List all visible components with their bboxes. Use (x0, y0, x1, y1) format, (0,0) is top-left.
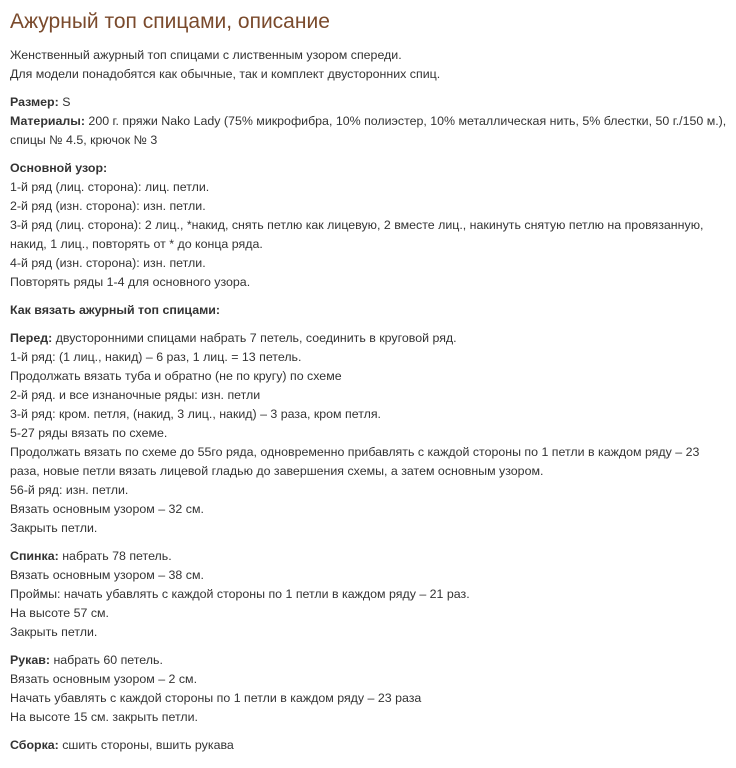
back-line: Вязать основным узором – 38 см. (10, 568, 204, 582)
front-line: 2-й ряд. и все изнаночные ряды: изн. петли (10, 388, 261, 402)
back-first-text: набрать 78 петель. (58, 549, 172, 563)
assembly-row (10, 736, 728, 755)
how-to-section (10, 301, 728, 320)
assembly-value: сшить стороны, вшить рукава (58, 738, 234, 752)
main-pattern-section (10, 159, 728, 292)
front-line: 56-й ряд: изн. петли. (10, 483, 129, 497)
size-label: Размер: (10, 95, 59, 109)
sleeve-line: На высоте 15 см. закрыть петли. (10, 710, 198, 724)
main-pattern-heading (10, 159, 728, 178)
pattern-line: 4-й ряд (изн. сторона): изн. петли. (10, 256, 206, 270)
front-line: Вязать основным узором – 32 см. (10, 502, 204, 516)
sleeve-first-text: набрать 60 петель. (50, 653, 163, 667)
back-first-row (10, 547, 728, 566)
assembly-label: Сборка: (10, 738, 59, 752)
front-line: Продолжать вязать по схеме до 55го ряда, одновременно прибавлять с каждой стороны по 1 петли в каждом ряду – 23 раза, новые петли вязать лицевой гладью до завершения схемы, а затем основным узором. (10, 445, 700, 478)
front-line: 3-й ряд: кром. петля, (накид, 3 лиц., накид) – 3 раза, кром петля. (10, 407, 381, 421)
back-line: Закрыть петли. (10, 625, 98, 639)
size-value: S (58, 95, 71, 109)
front-line: Закрыть петли. (10, 521, 98, 535)
back-line: На высоте 57 см. (10, 606, 109, 620)
assembly-section (10, 736, 728, 755)
sleeve-section (10, 651, 728, 727)
materials-value: 200 г. пряжи Nako Lady (75% микрофибра, 10% полиэстер, 10% металлическая нить, 5% блестки, 50 г./150 м.), спицы № 4.5, крючок № 3 (10, 114, 727, 147)
front-section (10, 329, 728, 538)
materials-label: Материалы: (10, 114, 85, 128)
front-line: Продолжать вязать туба и обратно (не по кругу) по схеме (10, 369, 342, 383)
sleeve-first-row (10, 651, 728, 670)
main-pattern-label: Основной узор: (10, 161, 108, 175)
front-label: Перед: (10, 331, 53, 345)
back-section (10, 547, 728, 642)
page-title: Ажурный топ спицами, описание (10, 10, 330, 33)
front-first-text: двусторонними спицами набрать 7 петель, соединить в круговой ряд. (52, 331, 457, 345)
back-label: Спинка: (10, 549, 59, 563)
intro-line: Женственный ажурный топ спицами с лиственным узором спереди. (10, 48, 402, 62)
sleeve-line: Вязать основным узором – 2 см. (10, 672, 198, 686)
back-line: Проймы: начать убавлять с каждой стороны по 1 петли в каждом ряду – 21 раз. (10, 587, 470, 601)
size-row (10, 93, 728, 112)
sleeve-label: Рукав: (10, 653, 50, 667)
materials-row (10, 112, 728, 150)
pattern-line: 3-й ряд (лиц. сторона): 2 лиц., *накид, снять петлю как лицевую, 2 вместе лиц., накинуть снятую петлю на провязанную, накид, 1 лиц., повторять от * до конца ряда. (10, 218, 704, 251)
how-to-label: Как вязать ажурный топ спицами: (10, 303, 221, 317)
intro-line: Для модели понадобятся как обычные, так и комплект двусторонних спиц. (10, 67, 441, 81)
intro (10, 46, 728, 84)
how-to-heading (10, 301, 728, 320)
front-first-row (10, 329, 728, 348)
pattern-line: 2-й ряд (изн. сторона): изн. петли. (10, 199, 206, 213)
front-line: 1-й ряд: (1 лиц., накид) – 6 раз, 1 лиц. = 13 петель. (10, 350, 302, 364)
pattern-line: 1-й ряд (лиц. сторона): лиц. петли. (10, 180, 210, 194)
specs (10, 93, 728, 150)
sleeve-line: Начать убавлять с каждой стороны по 1 петли в каждом ряду – 23 раза (10, 691, 422, 705)
pattern-line: Повторять ряды 1-4 для основного узора. (10, 275, 251, 289)
front-line: 5-27 ряды вязать по схеме. (10, 426, 168, 440)
